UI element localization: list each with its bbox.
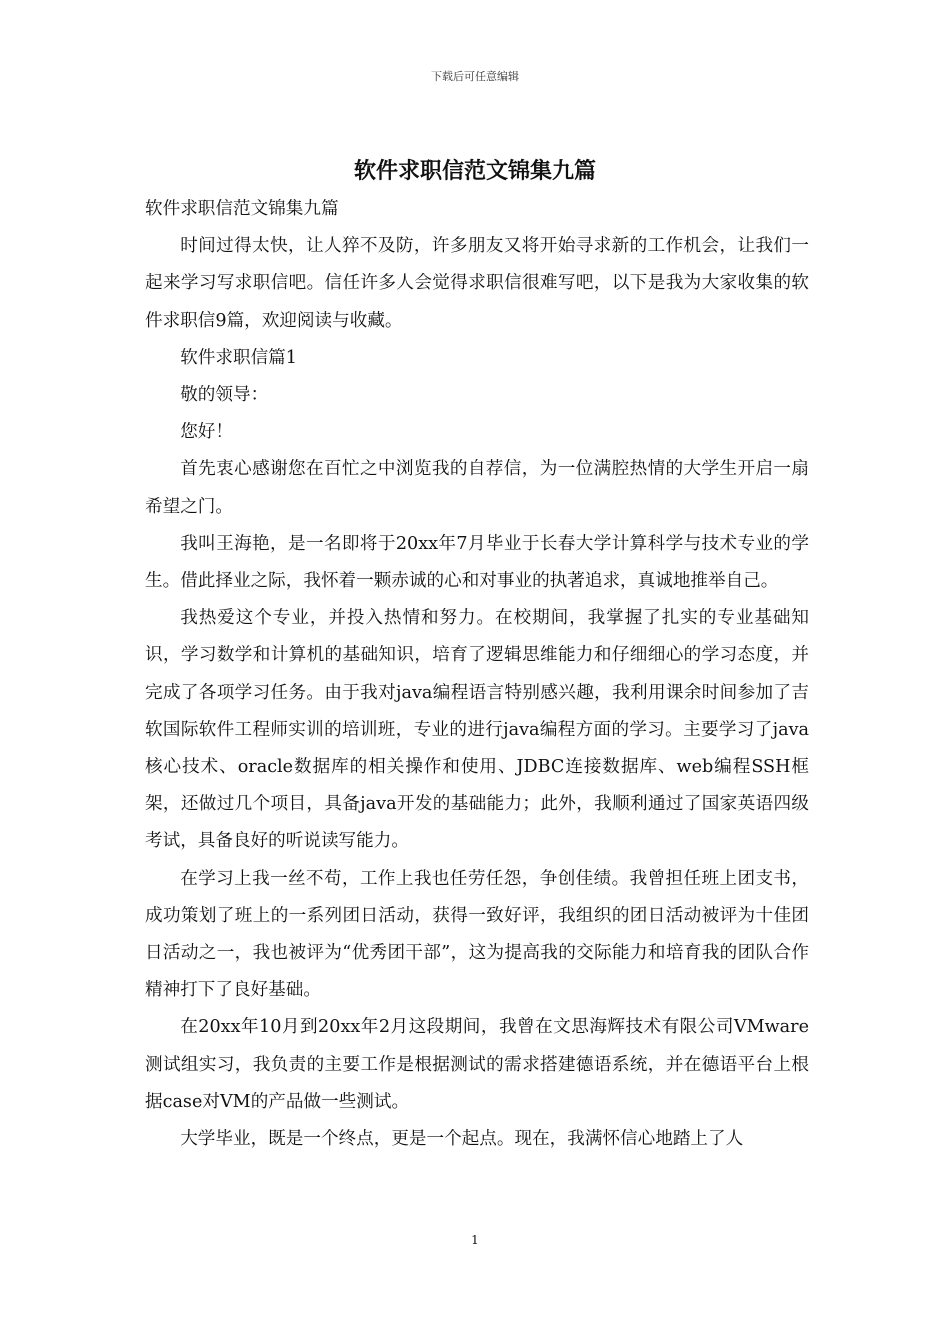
subtitle-paragraph: 软件求职信范文锦集九篇 [145, 199, 339, 219]
page-header-note: 下载后可任意编辑 [431, 70, 519, 83]
document-body [145, 191, 809, 1158]
salutation: 敬的领导： [180, 385, 269, 406]
page-number: 1 [471, 1233, 479, 1247]
document-title: 软件求职信范文锦集九篇 [353, 158, 596, 184]
intro-paragraph: 时间过得太快，让人猝不及防，许多朋友又将开始寻求新的工作机会，让我们一起来学习写求职信吧。信任许多人会觉得求职信很难写吧，以下是我为大家收集的软件求职信9篇，欢迎阅读与收藏。 [145, 236, 809, 331]
body-paragraph: 首先衷心感谢您在百忙之中浏览我的自荐信，为一位满腔热情的大学生开启一扇希望之门。 [145, 459, 809, 517]
body-paragraph: 大学毕业，既是一个终点，更是一个起点。现在，我满怀信心地踏上了人 [180, 1129, 744, 1150]
body-paragraph: 我叫王海艳，是一名即将于20xx年7月毕业于长春大学计算科学与技术专业的学生。借此择业之际，我怀着一颗赤诚的心和对事业的执著追求，真诚地推举自己。 [145, 533, 809, 592]
body-paragraph: 在学习上我一丝不苟，工作上我也任劳任怨，争创佳绩。我曾担任班上团支书，成功策划了班上的一系列团日活动，获得一致好评，我组织的团日活动被评为十佳团日活动之一，我也被评为“优秀团干部”，这为提高我的交际能力和培育我的团队合作精神打下了良好基础。 [145, 868, 809, 1001]
body-paragraph: 我热爱这个专业，并投入热情和努力。在校期间，我掌握了扎实的专业基础知识，学习数学和计算机的基础知识，培育了逻辑思维能力和仔细细心的学习态度，并完成了各项学习任务。由于我对java编程语言特别感兴趣，我利用课余时间参加了吉软国际软件工程师实训的培训班，专业的进行java编程方面的学习。主要学习了java核心技术、oracle数据库的相关操作和使用、JDBC连接数据库、web编程SSH框架，还做过几个项目，具备java开发的基础能力；此外，我顺利通过了国家英语四级考试，具备良好的听说读写能力。 [145, 608, 809, 852]
greeting: 您好！ [180, 422, 233, 443]
body-paragraph: 在20xx年10月到20xx年2月这段期间，我曾在文思海辉技术有限公司VMware测试组实习，我负责的主要工作是根据测试的需求搭建德语系统，并在德语平台上根据case对VM的产品做一些测试。 [145, 1017, 809, 1112]
section-heading: 软件求职信篇1 [180, 347, 297, 368]
